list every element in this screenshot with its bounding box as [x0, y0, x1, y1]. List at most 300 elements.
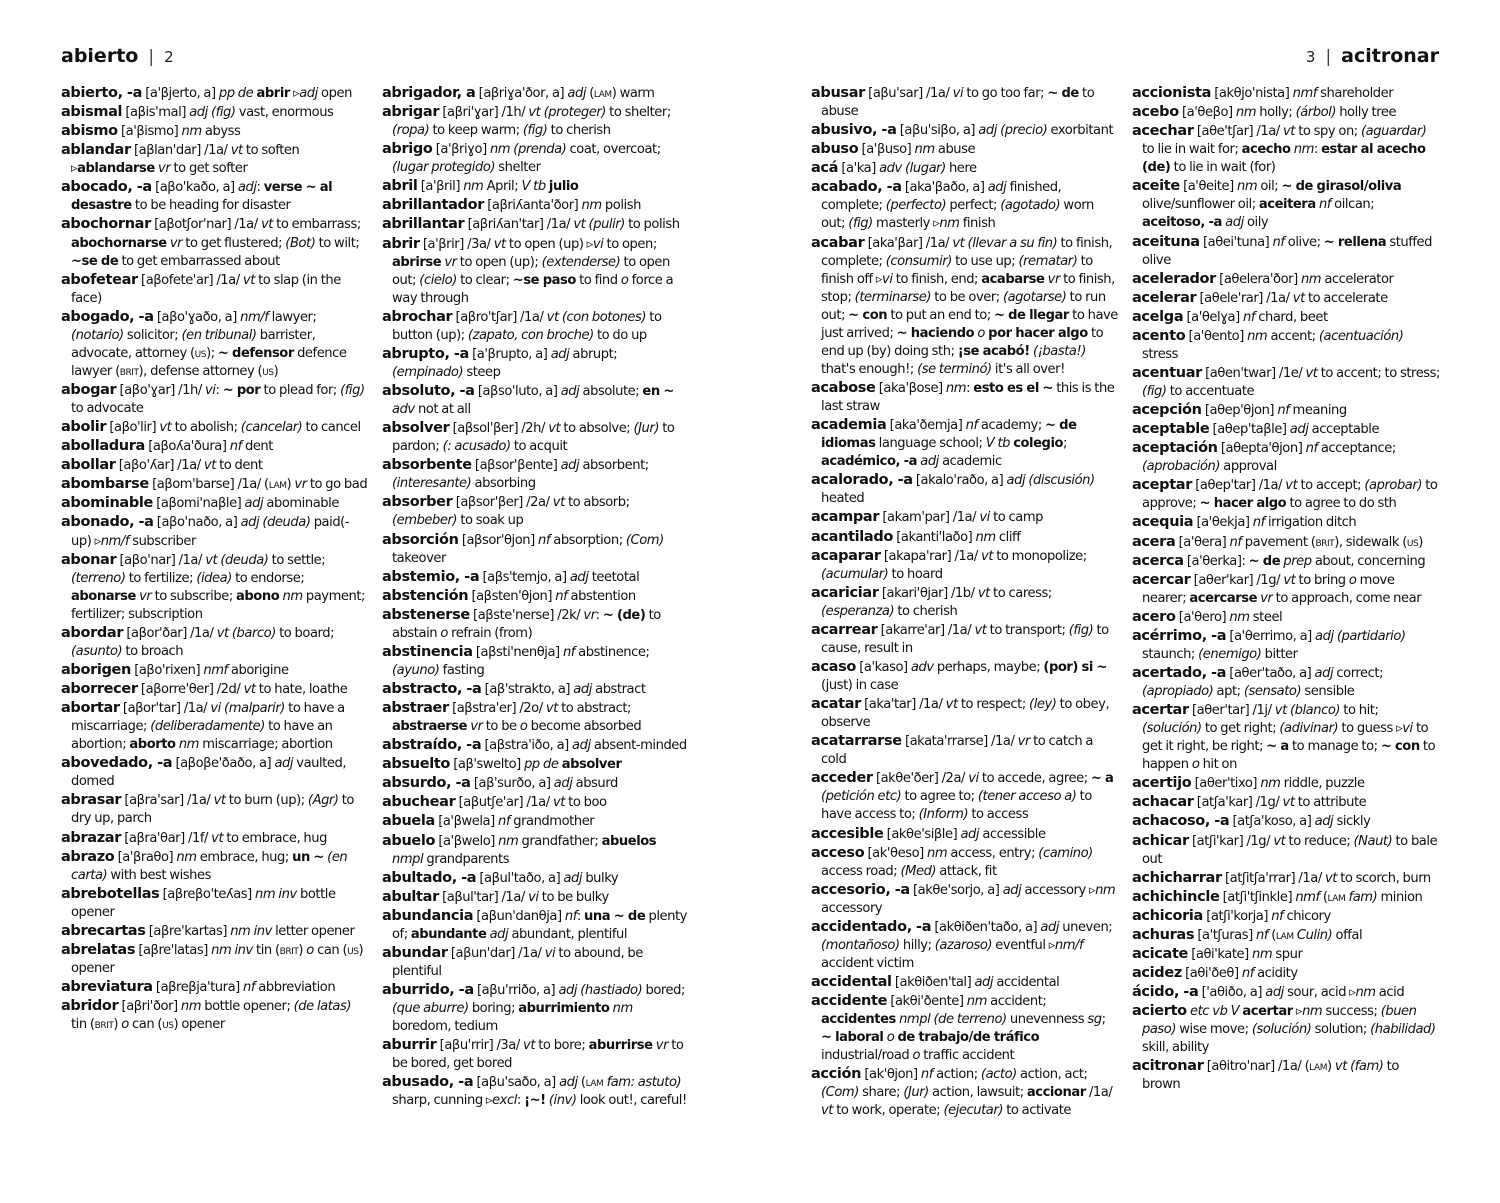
dictionary-entry [61, 271, 369, 308]
dictionary-entry [61, 494, 369, 513]
dictionary-entry [382, 1036, 690, 1073]
entry-definition: [aβul'tar] /1a/ vi to be bulky [438, 889, 609, 905]
entry-headword: abstemio, -a [382, 568, 480, 585]
entry-definition: [a'βismo] nm abyss [117, 124, 241, 140]
dictionary-entry [61, 754, 369, 791]
dictionary-entry [1132, 270, 1440, 289]
dictionary-entry [1132, 122, 1440, 177]
entry-definition: [aβofete'ar] /1a/ vt to slap (in the face) [71, 272, 341, 306]
dictionary-entry [1132, 513, 1440, 532]
entry-definition: [atʃi'kar] /1g/ vt to reduce; (Naut) to bale out [1142, 833, 1438, 867]
entry-headword: abreviatura [61, 979, 153, 995]
dictionary-entry [382, 587, 690, 606]
entry-definition: [aβreβo'teʎas] nm inv bottle opener [71, 886, 336, 920]
dictionary-entry [61, 978, 369, 997]
entry-headword: absoluto, -a [382, 383, 475, 399]
entry-headword: accidente [811, 993, 888, 1010]
entry-definition: etc vb V acertar ▹nm success; (buen paso) wise move; (solución) solution; (habilidad) skill, ability [1142, 1004, 1436, 1056]
entry-definition: [aβo'lir] vt to abolish; (cancelar) to cancel [106, 420, 361, 436]
entry-definition: [aβo'ʎar] /1a/ vt to dent [115, 458, 263, 474]
entry-headword: acabose [811, 380, 876, 396]
dictionary-entry [382, 456, 690, 493]
dictionary-entry [61, 624, 369, 661]
entry-definition: [aβun'danθja] nf: una ~ de plenty of; abundante adj abundant, plentiful [392, 908, 687, 942]
dictionary-entry [1132, 964, 1440, 983]
entry-headword: abierto, -a [61, 85, 143, 101]
dictionary-entry [811, 918, 1119, 973]
entry-definition: [a'βril] nm April; V tb julio [417, 179, 579, 195]
entry-headword: abridor [61, 998, 119, 1015]
dictionary-entry [382, 907, 690, 944]
entry-definition: [aθelera'ðor] nm accelerator [1215, 271, 1394, 287]
dictionary-entry [1132, 439, 1440, 476]
entry-headword: ablandar [61, 142, 131, 159]
entry-definition: [aβun'dar] /1a/ vi to abound, be plentiful [392, 945, 643, 979]
entry-headword: abusar [811, 85, 865, 101]
entry-definition: [aβra'sar] /1a/ vt to burn (up); (Agr) to dry up, parch [71, 793, 354, 827]
entry-definition: [aβlan'dar] /1a/ vt to soften ▹ablandarse vr to get softer [71, 143, 300, 177]
entry-definition: [a'θero] nm steel [1175, 609, 1283, 625]
entry-definition: [a'ka] adv (lugar) here [838, 161, 977, 177]
dictionary-entry [382, 235, 690, 308]
dictionary-entry [1132, 571, 1440, 608]
entry-headword: abrir [382, 235, 420, 252]
entry-definition: [a'βrir] /3a/ vt to open (up) ▹vi to open; abrirse vr to open (up); (extenderse) to open out; (cielo) to clear; ~se paso to find o force a way through [392, 236, 674, 306]
entry-definition: [akarre'ar] /1a/ vt to transport; (fig) to cause, result in [821, 622, 1109, 656]
entry-definition: [aθep'θjon] nf meaning [1201, 403, 1347, 419]
entry-headword: abolir [61, 419, 107, 436]
dictionary-entry [382, 606, 690, 643]
entry-definition: [akθe'siβle] adj accessible [883, 826, 1046, 842]
dictionary-entry [811, 1065, 1119, 1120]
entry-headword: aceptación [1132, 440, 1218, 457]
entry-definition: [aβre'latas] nm inv tin (brit) o can (us) opener [71, 942, 364, 976]
dictionary-entry [382, 84, 690, 103]
entry-headword: acción [811, 1066, 862, 1083]
entry-definition: [aβra'θar] /1f/ vt to embrace, hug [121, 830, 327, 846]
entry-headword: abrasar [61, 792, 122, 809]
entry-definition: [aθe'tʃar] /1a/ vt to spy on; (aguardar) to lie in wait for; acecho nm: estar al acecho (de) to lie in wait (for) [1142, 124, 1427, 176]
entry-definition: [aβsor'βente] adj absorbent; (interesante) absorbing [392, 458, 649, 492]
entry-definition: [aθele'rar] /1a/ vt to accelerate [1196, 290, 1388, 306]
entry-headword: abrigador, a [382, 85, 476, 101]
dictionary-entry [811, 658, 1119, 695]
dictionary-entry [811, 84, 1119, 121]
dictionary-entry [1132, 533, 1440, 552]
entry-headword: abrupto, -a [382, 345, 469, 362]
entry-headword: achacoso, -a [1132, 813, 1230, 830]
entry-definition: [akθe'ðer] /2a/ vi to accede, agree; ~ a (petición etc) to agree to; (tener acceso a) to have access to; (Inform) to access [821, 771, 1114, 823]
entry-definition: [aθitro'nar] /1a/ (lam) vt (fam) to brown [1142, 1059, 1399, 1093]
entry-definition: [aθei'tuna] nf olive; ~ rellena stuffed olive [1142, 234, 1433, 268]
dictionary-entry [61, 941, 369, 978]
dictionary-entry [382, 736, 690, 755]
entry-definition: [aβom'barse] /1a/ (lam) vr to go bad [148, 477, 368, 493]
entry-headword: achicoria [1132, 907, 1203, 924]
dictionary-entry [811, 140, 1119, 159]
entry-headword: acá [811, 160, 839, 177]
entry-definition: [aβso'luto, a] adj absolute; en ~ adv not at all [392, 384, 674, 418]
entry-definition: [aka'βose] nm: esto es el ~ this is the last straw [821, 381, 1115, 415]
entry-definition: [aθer'taðo, a] adj correct; (apropiado) apt; (sensato) sensible [1142, 665, 1384, 699]
entry-headword: acalorado, -a [811, 472, 913, 489]
dictionary-entry [382, 981, 690, 1036]
dictionary-entry [61, 103, 369, 122]
entry-definition: [a'θera] nf pavement (brit), sidewalk (us) [1175, 534, 1423, 550]
entry-headword: acertar [1132, 702, 1189, 719]
entry-headword: aburrido, -a [382, 982, 474, 998]
right-head-separator: | [1325, 47, 1332, 67]
entry-headword: acerca [1132, 552, 1184, 569]
dictionary-entry [811, 621, 1119, 658]
entry-headword: abuelo [382, 832, 436, 849]
entry-headword: absorción [382, 531, 459, 548]
right-page-number: 3 [1305, 48, 1316, 66]
entry-headword: accesible [811, 825, 884, 842]
entry-headword: acantilado [811, 528, 893, 545]
entry-headword: abuso [811, 141, 859, 158]
dictionary-entry [61, 215, 369, 270]
entry-definition: [a'θerrimo, a] adj (partidario) staunch; (enemigo) bitter [1142, 628, 1406, 662]
entry-headword: abrochar [382, 308, 453, 325]
entry-headword: acatarrarse [811, 733, 902, 750]
dictionary-entry [382, 103, 690, 140]
entry-definition: [a'θekja] nf irrigation ditch [1193, 515, 1357, 531]
entry-definition: [aβu'rrir] /3a/ vt to bore; aburrirse vr to be bored, get bored [392, 1038, 684, 1072]
entry-definition: [aβri'ðor] nm bottle opener; (de latas) tin (brit) o can (us) opener [71, 999, 352, 1033]
column-2 [382, 84, 690, 1110]
entry-headword: abismal [61, 104, 123, 121]
entry-headword: absolver [382, 420, 450, 437]
entry-headword: abrigar [382, 104, 440, 121]
dictionary-entry [1132, 627, 1440, 664]
dictionary-entry [382, 531, 690, 568]
entry-headword: acariciar [811, 584, 879, 601]
dictionary-entry [811, 695, 1119, 732]
entry-definition: [aθep'taβle] adj acceptable [1209, 422, 1380, 438]
entry-definition: [aβstra'iðo, a] adj absent-minded [481, 738, 687, 754]
entry-definition: [aβo'rixen] nmf aborigine [130, 662, 289, 678]
entry-definition: [a'θelɣa] nf chard, beet [1183, 309, 1328, 325]
entry-headword: acelerar [1132, 289, 1197, 306]
dictionary-entry [382, 680, 690, 699]
entry-headword: abochornar [61, 216, 151, 233]
entry-headword: abril [382, 178, 418, 195]
entry-definition: [a'βuso] nm abuse [858, 142, 976, 158]
dictionary-entry [61, 475, 369, 494]
dictionary-entry [61, 680, 369, 699]
entry-headword: abundar [382, 944, 448, 961]
dictionary-entry [61, 791, 369, 828]
entry-headword: acatar [811, 696, 861, 713]
entry-headword: ácido, -a [1132, 984, 1199, 1000]
dictionary-entry [61, 829, 369, 848]
dictionary-entry [61, 381, 369, 418]
entry-definition: [aβu'siβo, a] adj (precio) exorbitant [896, 123, 1114, 139]
entry-definition: [aθer'tixo] nm riddle, puzzle [1191, 776, 1365, 792]
entry-headword: acepción [1132, 402, 1202, 419]
dictionary-entry [382, 643, 690, 680]
dictionary-entry [1132, 926, 1440, 945]
entry-definition: [akata'rrarse] /1a/ vr to catch a cold [821, 734, 1093, 768]
dictionary-entry [1132, 327, 1440, 364]
entry-definition: [akam'par] /1a/ vi to camp [879, 510, 1044, 526]
entry-headword: acampar [811, 509, 880, 526]
entry-headword: acabar [811, 234, 865, 251]
dictionary-entry [1132, 812, 1440, 831]
entry-definition: [atʃi'tʃinkle] nmf (lam fam) minion [1219, 889, 1423, 905]
entry-definition: [aβu'saðo, a] adj (lam fam: astuto) sharp, cunning ▹excl: ¡~! (inv) look out!, careful! [392, 1075, 687, 1109]
entry-headword: acento [1132, 327, 1186, 344]
entry-definition: [aβro'tʃar] /1a/ vt (con botones) to button (up); (zapato, con broche) to do up [392, 309, 662, 343]
entry-definition: [aβsor'θjon] nf absorption; (Com) takeover [392, 532, 664, 566]
right-running-head [1306, 44, 1439, 69]
dictionary-entry [382, 793, 690, 812]
dictionary-entry [382, 308, 690, 345]
dictionary-entry [811, 234, 1119, 380]
entry-headword: abrillantador [382, 197, 484, 214]
dictionary-entry [811, 881, 1119, 918]
dictionary-entry [382, 345, 690, 382]
dictionary-entry [811, 732, 1119, 769]
entry-headword: abovedado, -a [61, 755, 173, 772]
entry-definition: [ak'θjon] nf action; (acto) action, act; (Com) share; (Jur) action, lawsuit; accionar /1a/ vt to work, operate; (ejecutar) to activate [821, 1067, 1113, 1119]
entry-definition: [aβ'surðo, a] adj absurd [470, 776, 618, 792]
entry-definition: [aβre'kartas] nm inv letter opener [145, 923, 355, 939]
entry-headword: acentuar [1132, 364, 1202, 381]
dictionary-entry [61, 84, 369, 103]
entry-headword: abundancia [382, 907, 474, 924]
dictionary-entry [61, 308, 369, 381]
entry-headword: acebo [1132, 104, 1179, 121]
dictionary-entry [61, 513, 369, 550]
entry-headword: abombarse [61, 476, 149, 493]
column-3 [811, 84, 1119, 1121]
entry-definition: [aθi'ðeθ] nf acidity [1181, 965, 1298, 981]
entry-headword: acertado, -a [1132, 664, 1227, 681]
entry-definition: [akθiðen'tal] adj accidental [891, 975, 1060, 990]
entry-headword: abrebotellas [61, 885, 160, 902]
entry-headword: abonar [61, 551, 117, 568]
dictionary-entry [811, 528, 1119, 547]
entry-headword: achichincle [1132, 888, 1220, 905]
entry-headword: abstraer [382, 700, 449, 717]
entry-headword: abofetear [61, 271, 138, 288]
entry-definition: [aβotʃor'nar] /1a/ vt to embarrass; abochornarse vr to get flustered; (Bot) to wilt; ~se de to get embarrassed about [71, 217, 361, 269]
entry-headword: acera [1132, 533, 1176, 550]
entry-definition: [a'kaso] adv perhaps, maybe; (por) si ~ (just) in case [821, 659, 1108, 693]
dictionary-entry [811, 844, 1119, 881]
dictionary-entry [61, 178, 369, 215]
entry-definition: [a'βwela] nf grandmother [434, 814, 595, 830]
dictionary-entry [1132, 774, 1440, 793]
entry-headword: acertijo [1132, 775, 1192, 792]
entry-definition: [atʃitʃa'rrar] /1a/ vt to scorch, burn [1221, 870, 1431, 886]
entry-definition: [aβo'ɣar] /1h/ vi: ~ por to plead for; (fig) to advocate [71, 383, 365, 417]
dictionary-entry [61, 551, 369, 624]
entry-headword: acabado, -a [811, 179, 902, 196]
entry-definition: [akanti'laðo] nm cliff [893, 529, 1021, 545]
entry-definition: [a'θeite] nm oil; ~ de girasol/oliva olive/sunflower oil; aceitera nf oilcan; aceitoso, -a adj oily [1142, 179, 1402, 231]
entry-definition: [aβriʎan'tar] /1a/ vt (pulir) to polish [464, 217, 680, 233]
entry-headword: abultar [382, 888, 439, 905]
entry-headword: abortar [61, 700, 120, 717]
entry-headword: abrazo [61, 848, 115, 865]
dictionary-entry [61, 456, 369, 475]
dictionary-entry [382, 888, 690, 907]
dictionary-entry [382, 869, 690, 888]
entry-headword: aceituna [1132, 233, 1200, 250]
dictionary-entry [61, 848, 369, 885]
entry-headword: aceite [1132, 178, 1180, 195]
entry-definition: [a'θento] nm accent; (acentuación) stress [1142, 328, 1404, 362]
entry-headword: abrillantar [382, 216, 465, 233]
dictionary-entry [811, 547, 1119, 584]
dictionary-entry [61, 437, 369, 456]
entry-definition: [aβor'tar] /1a/ vi (malparir) to have a miscarriage; (deliberadamente) to have an abortion; aborto nm miscarriage; abortion [71, 701, 345, 753]
dictionary-entry [1132, 476, 1440, 513]
entry-definition: [akθe'sorjo, a] adj accessory ▹nm accessory [821, 882, 1116, 916]
entry-headword: absorbente [382, 457, 472, 474]
entry-headword: abordar [61, 624, 124, 641]
dictionary-entry [61, 418, 369, 437]
column-4 [1132, 84, 1440, 1094]
entry-headword: aburrir [382, 1037, 437, 1054]
dictionary-entry [61, 661, 369, 680]
entry-definition: [a'βraθo] nm embrace, hug; un ~ (en carta) with best wishes [71, 849, 348, 883]
entry-headword: abolladura [61, 438, 145, 455]
entry-definition: [aβriɣa'ðor, a] adj (lam) warm [475, 86, 655, 101]
entry-headword: abonado, -a [61, 514, 154, 531]
entry-definition: [aθer'kar] /1g/ vt to bring o move nearer; acercarse vr to approach, come near [1142, 572, 1422, 606]
dictionary-entry [382, 1073, 690, 1110]
entry-definition: [aβoβe'ðaðo, a] adj vaulted, domed [71, 756, 347, 790]
dictionary-entry [1132, 793, 1440, 812]
dictionary-entry [1132, 701, 1440, 774]
entry-definition: [aβriʎanta'ðor] nm polish [484, 198, 641, 214]
dictionary-entry [811, 769, 1119, 824]
dictionary-entry [382, 140, 690, 177]
dictionary-entry [811, 508, 1119, 527]
entry-headword: abocado, -a [61, 179, 152, 196]
entry-headword: abrelatas [61, 941, 136, 958]
dictionary-entry [1132, 608, 1440, 627]
dictionary-entry [382, 177, 690, 196]
entry-definition: [aβutʃe'ar] /1a/ vt to boo [455, 795, 607, 811]
entry-headword: acaso [811, 658, 857, 675]
dictionary-entry [1132, 308, 1440, 327]
dictionary-entry [811, 121, 1119, 140]
dictionary-entry [61, 997, 369, 1034]
dictionary-entry [1132, 364, 1440, 401]
entry-headword: abusivo, -a [811, 122, 897, 139]
entry-headword: abogar [61, 382, 117, 398]
column-1 [61, 84, 369, 1034]
dictionary-entry [382, 832, 690, 869]
entry-headword: abollar [61, 457, 116, 474]
entry-headword: absurdo, -a [382, 775, 471, 792]
entry-headword: acarrear [811, 621, 878, 638]
entry-definition: [aβs'temjo, a] adj teetotal [479, 569, 640, 585]
entry-headword: achuras [1132, 926, 1195, 943]
entry-headword: achicharrar [1132, 869, 1222, 886]
dictionary-entry [1132, 869, 1440, 888]
dictionary-entry [1132, 84, 1440, 103]
entry-headword: acceder [811, 770, 873, 787]
entry-definition: [aθer'tar] /1j/ vt (blanco) to hit; (solución) to get right; (adivinar) to guess ▹vi to get it right, be right; ~ a to manage to; ~ con to happen o hit on [1142, 703, 1436, 773]
entry-headword: abstraído, -a [382, 737, 482, 754]
dictionary-entry [1132, 1002, 1440, 1057]
dictionary-entry [382, 699, 690, 736]
entry-headword: acaparar [811, 547, 881, 564]
dictionary-entry [382, 215, 690, 234]
entry-definition: [aβor'ðar] /1a/ vt (barco) to board; (asunto) to broach [71, 625, 335, 659]
dictionary-entry [811, 416, 1119, 471]
entry-definition: [aβu'sar] /1a/ vi to go too far; ~ de to abuse [821, 86, 1095, 120]
entry-definition: [a'θerka]: ~ de prep about, concerning [1183, 553, 1426, 569]
dictionary-entry [1132, 401, 1440, 420]
dictionary-entry [811, 159, 1119, 178]
dictionary-entry [382, 419, 690, 456]
entry-definition: [aθen'twar] /1e/ vt to accent; to stress; (fig) to accentuate [1142, 365, 1441, 399]
dictionary-entry [1132, 233, 1440, 270]
entry-definition: [aβsol'βer] /2h/ vt to absolve; (Jur) to pardon; (: acusado) to acquit [392, 421, 675, 455]
entry-headword: acierto [1132, 1003, 1187, 1020]
entry-definition: [a'βwelo] nm grandfather; abuelos nmpl grandparents [392, 833, 657, 867]
dictionary-entry [382, 812, 690, 831]
dictionary-entry [811, 379, 1119, 416]
entry-definition: [ak'θeso] nm access, entry; (camino) access road; (Med) attack, fit [821, 845, 1093, 879]
entry-definition: [a'βriɣo] nm (prenda) coat, overcoat; (lugar protegido) shelter [392, 142, 661, 176]
left-head-separator: | [148, 47, 155, 67]
dictionary-entry [382, 196, 690, 215]
entry-headword: acérrimo, -a [1132, 627, 1227, 644]
entry-definition: [akalo'raðo, a] adj (discusión) heated [821, 473, 1095, 507]
entry-definition: [aβo'nar] /1a/ vt (deuda) to settle; (terreno) to fertilize; (idea) to endorse; abonarse vr to subscribe; abono nm payment; fertilizer; subscription [71, 552, 366, 622]
dictionary-entry [811, 825, 1119, 844]
entry-headword: absorber [382, 494, 453, 511]
entry-headword: aborrecer [61, 681, 138, 697]
entry-headword: absuelto [382, 756, 451, 773]
entry-definition: [aβ'swelto] pp de absolver [450, 757, 622, 773]
entry-definition: [aka'ðemja] nf academy; ~ de idiomas language school; V tb colegio; académico, -a adj academic [821, 418, 1077, 470]
entry-headword: abultado, -a [382, 869, 477, 886]
entry-definition: [aβorre'θer] /2d/ vt to hate, loathe [137, 682, 348, 697]
entry-definition: [aβu'rriðo, a] adj (hastiado) bored; (que aburre) boring; aburrimiento nm boredom, tedium [392, 983, 685, 1035]
dictionary-entry [811, 973, 1119, 992]
dictionary-entry [1132, 552, 1440, 571]
entry-definition: [a'βrupto, a] adj abrupt; (empinado) steep [392, 346, 618, 380]
dictionary-entry [382, 568, 690, 587]
entry-definition: [aβ'strakto, a] adj abstract [481, 682, 646, 697]
left-guide-word: abierto [61, 45, 139, 67]
dictionary-entry [1132, 664, 1440, 701]
entry-definition: [akari'θjar] /1b/ vt to caress; (esperanza) to cherish [821, 585, 1052, 619]
entry-headword: abismo [61, 123, 118, 140]
dictionary-entry [61, 885, 369, 922]
entry-definition: [aθepta'θjon] nf acceptance; (aprobación) approval [1142, 441, 1396, 475]
dictionary-entry [1132, 177, 1440, 232]
entry-definition: [akapa'rar] /1a/ vt to monopolize; (acumular) to hoard [821, 548, 1087, 582]
dictionary-entry [61, 922, 369, 941]
entry-headword: acequia [1132, 514, 1194, 531]
dictionary-entry [382, 774, 690, 793]
dictionary-entry [61, 141, 369, 178]
dictionary-entry [382, 493, 690, 530]
dictionary-entry [1132, 103, 1440, 122]
entry-definition: [aθi'kate] nm spur [1188, 946, 1303, 962]
entry-headword: abrecartas [61, 922, 146, 939]
